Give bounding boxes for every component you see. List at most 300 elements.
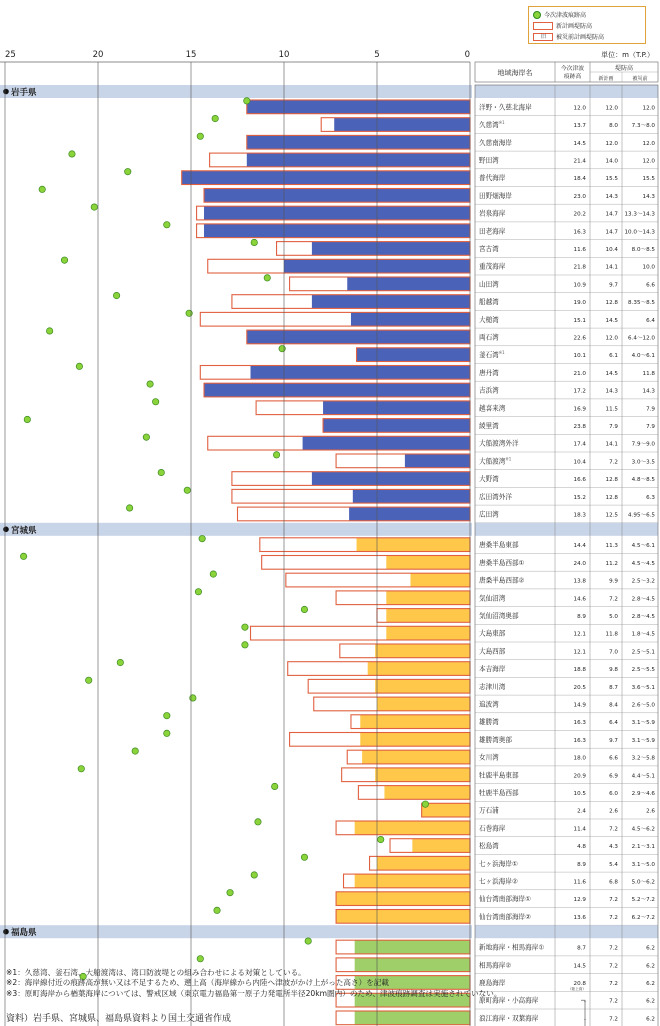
footnote-3: ※3：原町海岸から楢葉海岸については、警戒区域（東京電力福島第一原子力発電所半径20km圏内）のため、津波痕跡調査は実施されていない。 [6, 988, 502, 998]
row-new: 14.1 [605, 441, 618, 448]
row-old: 6.2 [646, 963, 655, 970]
row-name: 原町海岸・小高海岸 [479, 996, 539, 1005]
bar-old-plan [355, 1011, 470, 1025]
tsunami-dot [242, 624, 248, 630]
bar-old-plan [410, 573, 470, 587]
bar-old-plan [349, 507, 470, 521]
row-old: 7.9 [646, 423, 655, 430]
row-tsunami: 14.4 [573, 543, 586, 550]
row-tsunami: 18.3 [573, 512, 586, 519]
row-tsunami: 23.0 [573, 193, 586, 200]
row-name: 綾里湾 [479, 421, 499, 430]
row-name: 唐桑半島西部② [479, 576, 525, 585]
legend-label-old: 被災前計画堤防高 [556, 34, 605, 41]
row-name: 山田湾 [479, 280, 499, 289]
row-tsunami: 11.4 [573, 826, 586, 833]
row-new: 14.5 [605, 317, 618, 324]
row-old: 12.0 [642, 158, 655, 165]
row-name: 唐桑半島東部 [479, 541, 519, 550]
row-old: 3.6〜5.1 [631, 684, 655, 691]
x-tick-label: 15 [185, 50, 197, 60]
row-old: 6.2 [646, 980, 655, 987]
row-new: 11.3 [605, 543, 618, 550]
row-tsunami-note: （陸上高） [568, 986, 586, 991]
tsunami-dot [186, 310, 192, 316]
tsunami-dot [152, 399, 158, 405]
row-name: 大船渡湾$^{※1}$ [479, 456, 512, 466]
row-new: 14.3 [605, 388, 618, 395]
row-name-note: ※1 [505, 456, 512, 462]
row-new: 9.8 [609, 667, 618, 674]
row-tsunami: 18.0 [573, 755, 586, 762]
bar-old-plan [247, 100, 470, 114]
row-tsunami: 8.7 [577, 945, 586, 952]
tsunami-dot [76, 363, 82, 369]
row-name: 大槌湾 [479, 315, 499, 324]
row-tsunami: 10.1 [573, 353, 586, 360]
tsunami-dot [255, 819, 261, 825]
row-name: 田野畑海岸 [479, 191, 512, 200]
row-new: 6.0 [609, 790, 618, 797]
legend-old-mark: 旧 [541, 33, 547, 40]
bar-old-plan [355, 940, 470, 954]
bar-old-plan [375, 679, 470, 693]
bar-old-plan [355, 874, 470, 888]
row-new: 11.5 [605, 406, 618, 413]
row-tsunami: 21.8 [573, 264, 586, 271]
row-new: 12.0 [605, 140, 618, 147]
bar-old-plan [247, 153, 470, 167]
row-old: 8.35〜8.5 [628, 300, 655, 307]
row-old: 3.0〜3.5 [631, 459, 655, 466]
header-name: 地域海岸名 [497, 69, 533, 77]
row-new: 11.2 [605, 560, 618, 567]
row-name: 吉浜湾 [479, 386, 499, 395]
row-new: 9.9 [609, 578, 618, 585]
row-name: 大島東部 [479, 629, 506, 638]
row-old: 6.2〜7.2 [631, 914, 655, 921]
row-old: 2.5〜5.1 [631, 649, 655, 656]
tsunami-dot [24, 416, 30, 422]
tsunami-dot [147, 381, 153, 387]
row-name: 仙台湾南部海岸① [479, 895, 532, 904]
bar-old-plan [375, 768, 470, 782]
row-tsunami: 22.6 [573, 335, 586, 342]
row-old: 2.5〜3.2 [631, 578, 655, 585]
row-new: 4.3 [609, 844, 618, 851]
row-name: 宮古湾 [479, 244, 499, 253]
tsunami-dot [86, 677, 92, 683]
row-new: 6.8 [609, 879, 618, 886]
row-name: 志津川湾 [479, 682, 506, 691]
row-name: 石巻海岸 [479, 824, 506, 833]
row-tsunami: 20.9 [573, 773, 586, 780]
row-name: 大船渡湾外洋 [479, 439, 519, 448]
row-new: 6.1 [609, 353, 618, 360]
row-old: 6.4〜12.0 [628, 335, 655, 342]
row-old: 14.3 [642, 193, 655, 200]
row-new: 7.0 [609, 649, 618, 656]
row-old: 2.8〜4.5 [631, 613, 655, 620]
row-old: 4.8〜8.5 [631, 477, 655, 484]
row-new: 7.2 [609, 945, 618, 952]
bar-old-plan [323, 419, 470, 433]
bar-old-plan [377, 856, 470, 870]
bar-old-plan [247, 330, 470, 344]
row-name: 重茂海岸 [479, 262, 506, 271]
tsunami-dot [61, 257, 67, 263]
row-old: 15.5 [642, 176, 655, 183]
row-name: 浪江海岸・双葉海岸 [479, 1014, 539, 1023]
tsunami-dot [143, 434, 149, 440]
row-name: 野田湾 [479, 156, 499, 165]
row-old: 4.5〜6.2 [631, 826, 655, 833]
row-old: 7.3〜8.0 [631, 123, 655, 130]
row-name: 七ヶ浜海岸② [479, 877, 518, 886]
bar-old-plan [368, 662, 470, 676]
row-old: 2.6 [646, 808, 655, 815]
header-new: 新計画 [598, 76, 614, 82]
row-new: 5.4 [609, 861, 618, 868]
row-new: 12.0 [605, 105, 618, 112]
row-name: 気仙沼湾 [479, 594, 506, 603]
tsunami-dot [244, 98, 250, 104]
row-tsunami: 13.6 [573, 914, 586, 921]
row-tsunami: 12.0 [573, 105, 586, 112]
row-name: 久慈湾$^{※1}$ [479, 120, 505, 130]
row-tsunami: 16.3 [573, 737, 586, 744]
tsunami-dot [227, 889, 233, 895]
row-new: 2.6 [609, 808, 618, 815]
row-new: 7.2 [609, 914, 618, 921]
row-old: 2.6〜5.0 [631, 702, 655, 709]
group-label: 岩手県 [11, 88, 37, 98]
bar-old-plan [336, 892, 470, 906]
row-name: 追波湾 [479, 700, 499, 709]
row-tsunami: 16.9 [573, 406, 586, 413]
bar-old-plan [323, 401, 470, 415]
x-tick-label: 25 [5, 50, 16, 60]
bar-old-plan [377, 697, 470, 711]
row-old: 7.9 [646, 406, 655, 413]
row-old: 10.0〜14.3 [624, 229, 655, 236]
row-name: 越喜来湾 [479, 404, 506, 413]
row-tsunami: 14.5 [573, 140, 586, 147]
row-name-note: ※1 [498, 350, 505, 356]
tsunami-dot [214, 907, 220, 913]
row-name: 普代海岸 [479, 174, 506, 183]
row-new: 7.2 [609, 459, 618, 466]
tsunami-dot [305, 938, 311, 944]
row-old: 6.6 [646, 282, 655, 289]
row-old: 4.95〜6.5 [628, 512, 655, 519]
tsunami-dot [164, 712, 170, 718]
row-old: 3.2〜5.8 [631, 755, 655, 762]
row-old: 4.0〜6.1 [631, 353, 655, 360]
row-name: 本吉海岸 [479, 665, 506, 674]
group-header-band [0, 523, 472, 536]
tsunami-dot [251, 872, 257, 878]
row-new: 6.9 [609, 773, 618, 780]
row-tsunami: 16.3 [573, 229, 586, 236]
legend-label-current: 今次津波痕跡高 [544, 12, 587, 19]
group-header-band [0, 925, 472, 938]
source-note: 資料）岩手県、宮城県、福島県資料より国土交通省作成 [6, 1014, 232, 1024]
row-new: 7.2 [609, 826, 618, 833]
row-old: 6.2 [646, 1016, 655, 1023]
row-tsunami: 14.6 [573, 596, 586, 603]
row-new: 7.2 [609, 963, 618, 970]
row-tsunami: 11.6 [573, 879, 586, 886]
row-new: 8.0 [609, 123, 618, 130]
tsunami-dot [301, 854, 307, 860]
row-old: 7.9〜9.0 [631, 441, 655, 448]
row-name: 唐桑半島西部① [479, 558, 525, 567]
tsunami-dot [184, 487, 190, 493]
row-old: 4.5〜6.1 [631, 543, 655, 550]
row-new: 11.8 [605, 631, 618, 638]
bar-old-plan [347, 277, 470, 291]
row-new: 14.0 [605, 158, 618, 165]
row-tsunami: 14.9 [573, 702, 586, 709]
row-new: 6.4 [609, 720, 618, 727]
x-tick-label: 5 [374, 50, 380, 60]
bar-old-plan [357, 538, 470, 552]
row-name: 久慈南海岸 [479, 138, 512, 147]
row-name: 釜石湾$^{※1}$ [479, 350, 505, 360]
row-new: 7.2 [609, 998, 618, 1005]
row-tsunami: 20.8 [573, 980, 586, 987]
tsunami-dot [69, 151, 75, 157]
row-new: 7.2 [609, 596, 618, 603]
group-header-band [475, 523, 658, 536]
row-tsunami: 15.1 [573, 317, 586, 324]
row-new: 8.4 [609, 702, 618, 709]
row-tsunami: 11.6 [573, 246, 586, 253]
row-old: 3.1〜5.9 [631, 737, 655, 744]
row-tsunami: 23.8 [573, 423, 586, 430]
row-name: 万石浦 [479, 806, 499, 815]
row-tsunami: 19.0 [573, 300, 586, 307]
row-tsunami: 16.3 [573, 720, 586, 727]
row-tsunami: 4.8 [577, 844, 586, 851]
row-tsunami: 10.9 [573, 282, 586, 289]
row-name-note: ※1 [498, 120, 505, 126]
row-old: 12.0 [642, 140, 655, 147]
row-new: 12.8 [605, 300, 618, 307]
group-bullet-icon [3, 527, 9, 533]
row-new: 7.2 [609, 1016, 618, 1023]
row-new: 10.4 [605, 246, 618, 253]
row-old: 11.8 [642, 370, 655, 377]
row-new: 7.9 [609, 423, 618, 430]
tsunami-dot [242, 642, 248, 648]
bar-old-plan [334, 118, 470, 132]
bar-old-plan [405, 454, 470, 468]
row-name: 気仙沼湾奥部 [479, 611, 519, 620]
row-tsunami: 17.2 [573, 388, 586, 395]
tsunami-dot [199, 535, 205, 541]
bar-old-plan [375, 644, 470, 658]
row-new: 7.2 [609, 897, 618, 904]
legend-label-new: 新計画堤防高 [556, 23, 593, 30]
row-tsunami: - [583, 1016, 586, 1023]
tsunami-dot [212, 115, 218, 121]
row-name: 岩泉海岸 [479, 209, 506, 218]
row-new: 7.2 [609, 980, 618, 987]
row-new: 14.7 [605, 229, 618, 236]
row-old: 2.9〜4.6 [631, 790, 655, 797]
row-name: 両石湾 [479, 333, 499, 342]
row-old: 6.2 [646, 945, 655, 952]
bar-old-plan [412, 839, 470, 853]
row-new: 14.7 [605, 211, 618, 218]
tsunami-dot [197, 956, 203, 962]
row-tsunami: 21.4 [573, 158, 586, 165]
bar-old-plan [204, 383, 470, 397]
bar-old-plan [353, 489, 470, 503]
row-old: 12.0 [642, 105, 655, 112]
bar-old-plan [386, 556, 470, 570]
row-new: 12.8 [605, 477, 618, 484]
row-old: 3.1〜5.0 [631, 861, 655, 868]
row-tsunami: 12.1 [573, 631, 586, 638]
row-name: 洋野・久慈北海岸 [479, 103, 532, 112]
row-new: 14.1 [605, 264, 618, 271]
bar-old-plan [351, 312, 470, 326]
bar-old-plan [355, 821, 470, 835]
bar-old-plan [336, 910, 470, 924]
row-new: 14.3 [605, 193, 618, 200]
row-old: 1.8〜4.5 [631, 631, 655, 638]
row-tsunami: 12.9 [573, 897, 586, 904]
row-old: 5.2〜7.2 [631, 897, 655, 904]
row-name: 牡鹿半島東部 [479, 771, 519, 780]
bar-old-plan [386, 626, 470, 640]
row-tsunami: 8.9 [577, 613, 586, 620]
row-name: 松島湾 [479, 842, 499, 851]
row-old: 2.8〜4.5 [631, 596, 655, 603]
bar-old-plan [422, 803, 470, 817]
bar-old-plan [182, 171, 470, 185]
row-new: 5.0 [609, 613, 618, 620]
tsunami-dot [210, 571, 216, 577]
tsunami-dot [39, 186, 45, 192]
row-name: 田老海岸 [479, 227, 506, 236]
row-name: 大島西部 [479, 647, 506, 656]
tsunami-dot [132, 748, 138, 754]
tsunami-dot [197, 133, 203, 139]
x-tick-label: 0 [464, 50, 470, 60]
unit-label: 単位：m（T.P.） [601, 51, 654, 59]
tsunami-dot [195, 589, 201, 595]
x-tick-label: 20 [92, 50, 104, 60]
tsunami-dot [46, 328, 52, 334]
row-new: 9.7 [609, 282, 618, 289]
row-tsunami: 14.5 [573, 963, 586, 970]
tsunami-dot [91, 204, 97, 210]
row-name: 七ヶ浜海岸① [479, 859, 518, 868]
bar-old-plan [204, 206, 470, 220]
tsunami-dot [20, 553, 26, 559]
group-label: 福島県 [11, 928, 37, 939]
bar-old-plan [251, 366, 470, 380]
footnotes [6, 968, 501, 999]
row-tsunami: 18.4 [573, 176, 586, 183]
x-tick-label: 10 [278, 50, 290, 60]
row-tsunami: 12.1 [573, 649, 586, 656]
row-tsunami: 20.5 [573, 684, 586, 691]
header-tsunami: 今次津波 [560, 66, 585, 72]
row-old: 4.4〜5.1 [631, 773, 655, 780]
bar-old-plan [362, 750, 470, 764]
tsunami-dot [78, 766, 84, 772]
row-tsunami: 13.7 [573, 123, 586, 130]
row-name: 新地海岸・相馬海岸① [479, 943, 545, 952]
row-old: 2.5〜5.5 [631, 667, 655, 674]
tsunami-dot [273, 452, 279, 458]
row-tsunami: 17.4 [573, 441, 586, 448]
tsunami-dot [164, 730, 170, 736]
tsunami-dot [190, 695, 196, 701]
header-tsunami: 痕跡高 [563, 74, 582, 80]
tsunami-dot [264, 275, 270, 281]
tsunami-dot [378, 836, 384, 842]
bar-old-plan [312, 242, 470, 256]
row-name: 牡鹿半島西部 [479, 788, 519, 797]
tsunami-dot [251, 239, 257, 245]
row-new: 9.7 [609, 737, 618, 744]
row-name: 唐丹湾 [479, 368, 499, 377]
row-old: 3.1〜5.9 [631, 720, 655, 727]
row-tsunami: - [583, 998, 586, 1005]
group-header-band [475, 925, 658, 938]
row-tsunami: 20.2 [573, 211, 586, 218]
row-new: 12.0 [605, 335, 618, 342]
group-bullet-icon [3, 929, 9, 935]
row-tsunami: 2.4 [577, 808, 586, 815]
group-header-band [0, 85, 472, 98]
row-name: 広田湾外洋 [479, 492, 512, 501]
footnote-2: ※2：海岸線付近の痕跡高が無い又は不足するため、遡上高（海岸線から内陸へ津波がかけ上がった高さ）を記載 [6, 978, 389, 988]
bar-old-plan [384, 786, 470, 800]
row-name: 船越湾 [479, 298, 499, 307]
row-name: 大野湾 [479, 475, 499, 484]
tsunami-dot [113, 292, 119, 298]
row-tsunami: 8.9 [577, 861, 586, 868]
row-new: 8.7 [609, 684, 618, 691]
row-tsunami: 24.0 [573, 560, 586, 567]
row-tsunami: 21.0 [573, 370, 586, 377]
row-tsunami: 18.8 [573, 667, 586, 674]
row-old: 8.0〜8.5 [631, 246, 655, 253]
bar-old-plan [204, 189, 470, 203]
row-name: 雄勝湾奥部 [479, 735, 512, 744]
header-old: 被災前 [632, 76, 648, 82]
row-tsunami: 10.4 [573, 459, 586, 466]
row-old: 6.4 [646, 317, 655, 324]
tsunami-dot [422, 801, 428, 807]
tsunami-dot [272, 783, 278, 789]
bar-old-plan [357, 348, 470, 362]
tsunami-dot [158, 469, 164, 475]
header-dike: 堤防高 [614, 65, 634, 72]
bar-old-plan [247, 135, 470, 149]
group-bullet-icon [3, 89, 9, 95]
tsunami-dot [279, 345, 285, 351]
row-name: 鹿島海岸 [479, 978, 506, 987]
row-new: 15.5 [605, 176, 618, 183]
